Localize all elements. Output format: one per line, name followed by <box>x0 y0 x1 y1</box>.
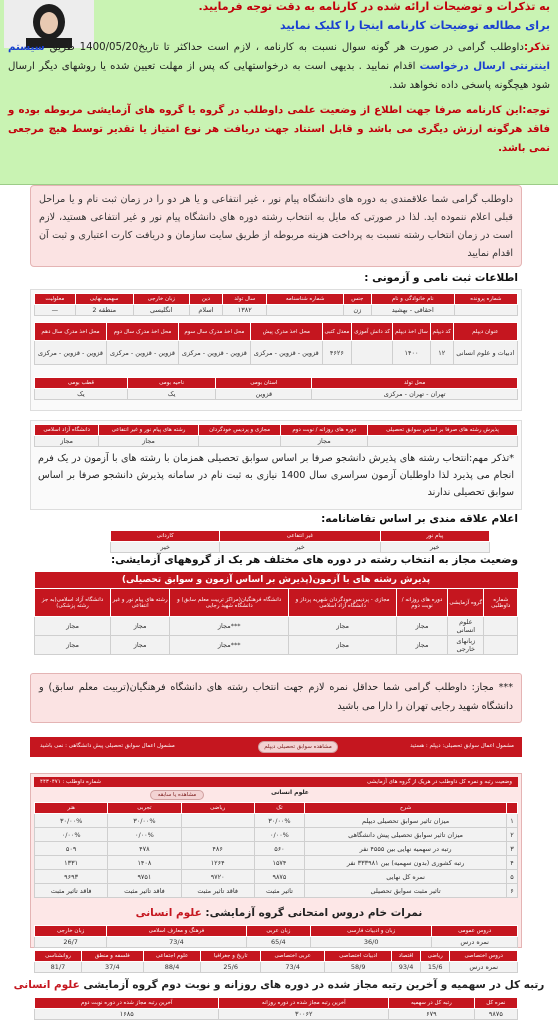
table-cell: ۳۰/۰۰% <box>254 814 304 828</box>
table-cell: 93/4 <box>392 962 421 973</box>
table-cell: ۵ <box>507 870 518 884</box>
table-cell: زن <box>343 305 371 316</box>
note-box <box>30 673 522 723</box>
table-cell: ***مجاز <box>170 636 289 655</box>
table-cell: — <box>35 305 76 316</box>
table-cell: ۱۴۰۰ <box>393 341 431 365</box>
table-row <box>35 842 518 856</box>
table-cell <box>368 436 518 447</box>
table-header-cell: زبان خارجی <box>35 926 107 937</box>
table-row <box>35 870 518 884</box>
registration-title: اطلاعات ثبت نامی و آزمونی : <box>364 272 518 284</box>
scores-table <box>34 802 518 898</box>
table-header-cell: محل اخذ مدرک سال سوم <box>178 323 250 341</box>
status-band: پذیرش رشته های با آزمون(پذیرش بر اساس آزمون و سوابق تحصیلی) <box>35 572 518 589</box>
table-cell: ۱۲ <box>430 341 453 365</box>
table-cell: نمره درس <box>450 962 518 973</box>
table-header-cell: پذیرش رشته های صرفا بر اساس سوابق تحصیلی <box>368 425 518 436</box>
table-cell: زبانهای خارجی <box>448 636 484 655</box>
table-cell: منطقه 2 <box>75 305 133 316</box>
table-cell: ۰/۰۰% <box>108 828 181 842</box>
view-scores-button[interactable]: مشاهده یا سابقه <box>150 790 204 800</box>
table-cell: قزوین - قزوین - مرکزی <box>107 341 179 365</box>
table-cell: ۶۷۹ <box>389 1009 475 1020</box>
table-cell <box>267 305 344 316</box>
table-cell: فاقد تاثیر مثبت <box>181 884 254 898</box>
raw-scores-general <box>34 925 518 948</box>
table-cell <box>484 617 518 636</box>
table-cell: ۱۳۸۲ <box>223 305 267 316</box>
table-header-cell: ادبیات اختصاصی <box>325 951 392 962</box>
table-header-cell: فلسفه و منطق <box>81 951 143 962</box>
table-cell: مجاز <box>35 636 111 655</box>
table-cell: قزوین - قزوین - مرکزی <box>250 341 322 365</box>
table-cell: ۱ <box>507 814 518 828</box>
table-cell: ۱۳۳۱ <box>35 856 108 870</box>
notice-line-3 <box>8 38 550 95</box>
table-header-cell: محل اخذ مدرک پیش <box>250 323 322 341</box>
table-header-cell: دانشگاه فرهنگیان(مراکز تربیت معلم سابق) و دانشگاه شهید رجایی <box>170 589 289 617</box>
table-header-cell: سهمیه نهایی <box>75 294 133 305</box>
table-cell: مجاز <box>396 617 447 636</box>
table-cell: ۱۶۸۵ <box>35 1009 219 1020</box>
table-cell: مجاز <box>35 617 111 636</box>
table-header-cell: کاردانی <box>111 531 220 542</box>
table-cell: ۱۵۷۴ <box>254 856 304 870</box>
table-cell: ۹۷۲۰ <box>181 870 254 884</box>
table-cell: ۳۰/۰۰% <box>35 814 108 828</box>
table-cell: ۹۷۵۱ <box>108 870 181 884</box>
scores-header-left: شماره داوطلب : ۴۴۳۰۴۷۱ <box>40 779 102 785</box>
table-header-cell: نمره کل <box>474 998 517 1009</box>
table-header-cell: مجازی - پردیس خودگردان شهریه پرداز و دانشگاه آزاد اسلامی <box>289 589 397 617</box>
table-cell: ۳۰۰۶۲ <box>219 1009 389 1020</box>
table-cell: یک <box>127 389 216 400</box>
table-cell: 26/7 <box>35 937 107 948</box>
table-header-cell: شماره داوطلبی <box>484 589 518 617</box>
table-cell: 58/9 <box>325 962 392 973</box>
table-cell: انگلیسی <box>133 305 189 316</box>
table-cell: ۰/۰۰% <box>254 828 304 842</box>
table-header-cell: فرهنگ و معارف اسلامی <box>107 926 246 937</box>
table-cell: ۲ <box>507 828 518 842</box>
table-cell: مجاز <box>99 436 198 447</box>
table-header-cell: دروس اختصاصی <box>450 951 518 962</box>
table-row <box>35 856 518 870</box>
table-header-cell: سال اخذ دیپلم <box>393 323 431 341</box>
table-header-cell: دانشگاه آزاد اسلامی <box>35 425 99 436</box>
raw-scores-title <box>0 907 558 919</box>
table-cell: یک <box>35 389 128 400</box>
table-cell: رتبه در سهمیه نهایی بین ۴۵۵۵ نفر <box>305 842 507 856</box>
table-header-cell: زبان خارجی <box>133 294 189 305</box>
notice-line-3-rest: اقدام نمایید . بدیهی است به درخواستهایی که پس از مهلت تعیین شده یا روشهای دیگر ارسال شود هیچگونه پاسخی داده نخواهد شد. <box>8 61 550 91</box>
scores-group-title: علوم انسانی <box>271 789 309 796</box>
records-right: مشمول اعمال سوابق تحصیلی پیش دانشگاهی : نمی باشید <box>40 743 175 749</box>
table-header-cell: دین <box>189 294 222 305</box>
table-header-cell: قطب بومی <box>35 378 128 389</box>
table-header-cell: استان بومی <box>216 378 312 389</box>
table-row <box>35 828 518 842</box>
scores-header <box>34 777 518 787</box>
table-cell: ۵۰۹ <box>35 842 108 856</box>
final-title-prefix: رتبه کل در سهمیه و آخرین رتبه مجاز شده در دوره های روزانه و نوبت دوم گروه آزمایشی <box>83 979 545 991</box>
table-cell: فاقد تاثیر مثبت <box>35 884 108 898</box>
table-header-cell: دوره های روزانه / نوبت دوم <box>396 589 447 617</box>
table-cell <box>484 636 518 655</box>
final-title-group: علوم انسانی <box>13 979 80 991</box>
table-header-cell: ریاضی <box>420 951 449 962</box>
table-cell: ۹۸۷۵ <box>474 1009 517 1020</box>
table-header-cell: جنس <box>343 294 371 305</box>
registration-row-2 <box>34 322 518 365</box>
notice-line-3-prefix: تذکر: <box>523 42 550 53</box>
table-cell: ۹۶۹۳ <box>35 870 108 884</box>
table-header-cell: محل تولد <box>312 378 518 389</box>
acceptance-table <box>34 424 518 447</box>
table-header-cell: آخرین رتبه مجاز شده در دوره روزانه <box>219 998 389 1009</box>
table-cell: ۰/۰۰% <box>35 828 108 842</box>
table-row <box>35 884 518 898</box>
table-row <box>35 617 518 636</box>
table-header-cell: دوره های روزانه / نوبت دوم <box>281 425 368 436</box>
table-cell: ۹۸۷۵ <box>254 870 304 884</box>
note-text: *** مجاز: داوطلب گرامی شما حداقل نمره لازم جهت انتخاب رشته های دانشگاه فرهنگیان(تربیت معلم سابق) و دانشگاه شهید رجایی تهران را دارا می باشید <box>39 682 513 712</box>
table-cell: خیر <box>111 542 220 553</box>
table-cell: 73/4 <box>261 962 325 973</box>
table-cell: میزان تاثیر سوابق تحصیلی دیپلم <box>305 814 507 828</box>
table-cell: مجاز <box>35 436 99 447</box>
table-cell: 36/0 <box>311 937 432 948</box>
table-cell: 81/7 <box>35 962 82 973</box>
table-header-cell: زبان و ادبیات فارسی <box>311 926 432 937</box>
table-cell: فاقد تاثیر مثبت <box>108 884 181 898</box>
table-row <box>35 814 518 828</box>
view-diploma-records-button[interactable]: مشاهده سوابق تحصیلی دیپلم <box>258 741 338 753</box>
table-cell: 37/4 <box>81 962 143 973</box>
table-cell: خیر <box>380 542 489 553</box>
notice-line-4: توجه:این کارنامه صرفا جهت اطلاع از وضعیت علمی داوطلب در گروه یا گروه های آزمایشی مربوطه بوده و فاقد هرگونه ارزش دیگری می باشد و قابل استناد جهت دریافت هر نوع امتیاز یا تقدیر توسط هیچ مرجعی نمی باشد. <box>8 105 550 154</box>
table-header-cell: گروه آزمایشی <box>448 589 484 617</box>
table-cell: ۱۴۰۸ <box>108 856 181 870</box>
info-box: داوطلب گرامی شما علاقمندی به دوره های دانشگاه پیام نور ، غیر انتفاعی و یا هر دو را در زمان ثبت نام و یا مراحل قبلی اعلام ننموده اید. لذا در صورتی که مایل به انتخاب رشته دوره های دانشگاه پیام نور و غیر انتفاعی هستید، لازم است در زمان انتخاب رشته نسبت به پرداخت هزینه مربوطه از طریق سایت سازمان و دریافت کارت اعتباری و ثبت آن اقدام نمایید <box>30 185 522 267</box>
table-cell: ۳۰/۰۰% <box>108 814 181 828</box>
table-header-cell: کد دانش آموزی <box>352 323 393 341</box>
important-note: *تذکر مهم:انتخاب رشته های پذیرش دانشجو صرفا بر اساس سوابق تحصیلی همزمان با رشته های با آزمون در یک فرم انجام می پذیرد لذا داوطلبان آزمون سراسری سال 1400 نیازی به ثبت نام در سامانه پذیرش دانشجو صرفا بر اساس سوابق تحصیلی ندارند <box>38 453 514 498</box>
registration-row-3 <box>34 377 518 400</box>
table-cell: خیر <box>220 542 380 553</box>
table-header-cell: شرح <box>305 803 507 814</box>
table-cell: نمره کل نهایی <box>305 870 507 884</box>
status-title: وضعیت مجاز به انتخاب رشته در دوره های مختلف هر یک از گروههای آزمایشی: <box>110 554 518 566</box>
table-cell: قزوین <box>216 389 312 400</box>
table-header-cell: عنوان دیپلم <box>453 323 517 341</box>
table-header-cell: آخرین رتبه مجاز شده در دوره نوبت دوم <box>35 998 219 1009</box>
notice-line-1: به تذکرات و توضیحات ارائه شده در کارنامه به دقت توجه فرمایید. <box>198 0 550 13</box>
table-header-cell: مجازی و پردیس خودگردان <box>198 425 281 436</box>
table-header-cell: رتبه کل در سهمیه <box>389 998 475 1009</box>
table-header-cell: ریاضی <box>181 803 254 814</box>
table-cell: علوم انسانی <box>448 617 484 636</box>
scores-header-right: وضعیت رتبه و نمره کل داوطلب در هریک از گروه های آزمایشی <box>367 779 512 785</box>
table-cell: ***مجاز <box>170 617 289 636</box>
table-cell: رتبه کشوری (بدون سهمیه) بین ۳۳۳۹۸۱ نفر <box>305 856 507 870</box>
table-header-cell: روانشناسی <box>35 951 82 962</box>
table-header-cell: غیر انتفاعی <box>220 531 380 542</box>
table-cell: 25/6 <box>201 962 261 973</box>
table-cell: 65/4 <box>246 937 310 948</box>
interest-table <box>110 530 490 553</box>
table-cell: ۴ <box>507 856 518 870</box>
table-header-cell: شماره شناسنامه <box>267 294 344 305</box>
notice-line-3-body: داوطلب گرامی در صورت هر گونه سوال نسبت به کارنامه ، لازم است حداکثر تا تاریخ1400/05/20 طریق <box>49 42 524 53</box>
table-header-cell: محل اخذ مدرک سال دهم <box>35 323 107 341</box>
table-header-cell: دانشگاه آزاد اسلامی(به جز رشته پزشکی) <box>35 589 111 617</box>
explanations-link[interactable]: برای مطالعه توضیحات کارنامه اینجا را کلیک نمایید <box>280 19 550 32</box>
table-header-cell: شماره پرونده <box>454 294 517 305</box>
status-table <box>34 572 518 655</box>
table-header-cell: ناحیه بومی <box>127 378 216 389</box>
table-header-cell: کد دیپلم <box>430 323 453 341</box>
table-header-cell: پیام نور <box>380 531 489 542</box>
table-cell: 88/4 <box>143 962 201 973</box>
table-header-cell: نام خانوادگی و نام <box>371 294 454 305</box>
table-cell: قزوین - قزوین - مرکزی <box>35 341 107 365</box>
table-cell <box>352 341 393 365</box>
request-system-link[interactable]: سیستم اینترنتی ارسال درخواست <box>8 42 550 72</box>
table-header-cell: رشته های پیام نور و غیر انتفاعی <box>111 589 170 617</box>
table-cell <box>181 814 254 828</box>
table-cell <box>198 436 281 447</box>
table-cell: مجاز <box>111 636 170 655</box>
final-title <box>0 979 558 991</box>
table-cell: تهران - تهران - مرکزی <box>312 389 518 400</box>
table-header-cell: محل اخذ مدرک سال دوم <box>107 323 179 341</box>
registration-row-1 <box>34 293 518 316</box>
table-cell: ۴۶۲۶ <box>322 341 351 365</box>
table-header-cell <box>507 803 518 814</box>
table-cell: ۵۶۰ <box>254 842 304 856</box>
table-cell: 73/4 <box>107 937 246 948</box>
table-header-cell: تجربی <box>108 803 181 814</box>
table-header-cell: تاریخ و جغرافیا <box>201 951 261 962</box>
table-cell <box>454 305 517 316</box>
table-cell: ۴۷۸ <box>108 842 181 856</box>
table-cell: ۱۲۶۴ <box>181 856 254 870</box>
table-cell: ۶ <box>507 884 518 898</box>
final-table <box>34 997 518 1020</box>
table-row <box>35 636 518 655</box>
table-header-cell: دروس عمومی <box>432 926 518 937</box>
table-cell: تاثیر مثبت <box>254 884 304 898</box>
table-header-cell: رشته های پیام نور و غیر انتفاعی <box>99 425 198 436</box>
notice-panel <box>0 0 558 185</box>
table-header-cell: هنر <box>35 803 108 814</box>
table-cell: مجاز <box>396 636 447 655</box>
table-header-cell: تک <box>254 803 304 814</box>
interest-title: اعلام علاقه مندی بر اساس تقاضانامه: <box>321 513 518 525</box>
table-cell: مجاز <box>281 436 368 447</box>
table-header-cell: زبان عربی <box>246 926 310 937</box>
table-cell: مجاز <box>289 636 397 655</box>
table-cell: مجاز <box>289 617 397 636</box>
table-header-cell: سال تولد <box>223 294 267 305</box>
table-cell: اسلام <box>189 305 222 316</box>
table-cell: احقاقی - بهشید <box>371 305 454 316</box>
raw-scores-special <box>34 950 518 973</box>
table-header-cell: معدل کتبی <box>322 323 351 341</box>
raw-scores-title-group: علوم انسانی <box>135 907 202 919</box>
records-left: مشمول اعمال سوابق تحصیلی: دیپلم : هستید <box>410 743 514 749</box>
table-cell: مجاز <box>111 617 170 636</box>
table-cell: 15/6 <box>420 962 449 973</box>
table-cell: میزان تاثیر سوابق تحصیلی پیش دانشگاهی <box>305 828 507 842</box>
raw-scores-title-prefix: نمرات خام دروس امتحانی گروه آزمایشی: <box>205 907 423 919</box>
table-cell <box>181 828 254 842</box>
table-cell: ادبیات و علوم انسانی <box>453 341 517 365</box>
table-header-cell: معلولیت <box>35 294 76 305</box>
table-header-cell: عربی اختصاصی <box>261 951 325 962</box>
table-header-cell: اقتصاد <box>392 951 421 962</box>
table-cell: قزوین - قزوین - مرکزی <box>178 341 250 365</box>
table-cell: ۳ <box>507 842 518 856</box>
table-cell: تاثیر مثبت سوابق تحصیلی <box>305 884 507 898</box>
table-cell: نمره درس <box>432 937 518 948</box>
table-header-cell: علوم اجتماعی <box>143 951 201 962</box>
table-cell: ۴۸۶ <box>181 842 254 856</box>
